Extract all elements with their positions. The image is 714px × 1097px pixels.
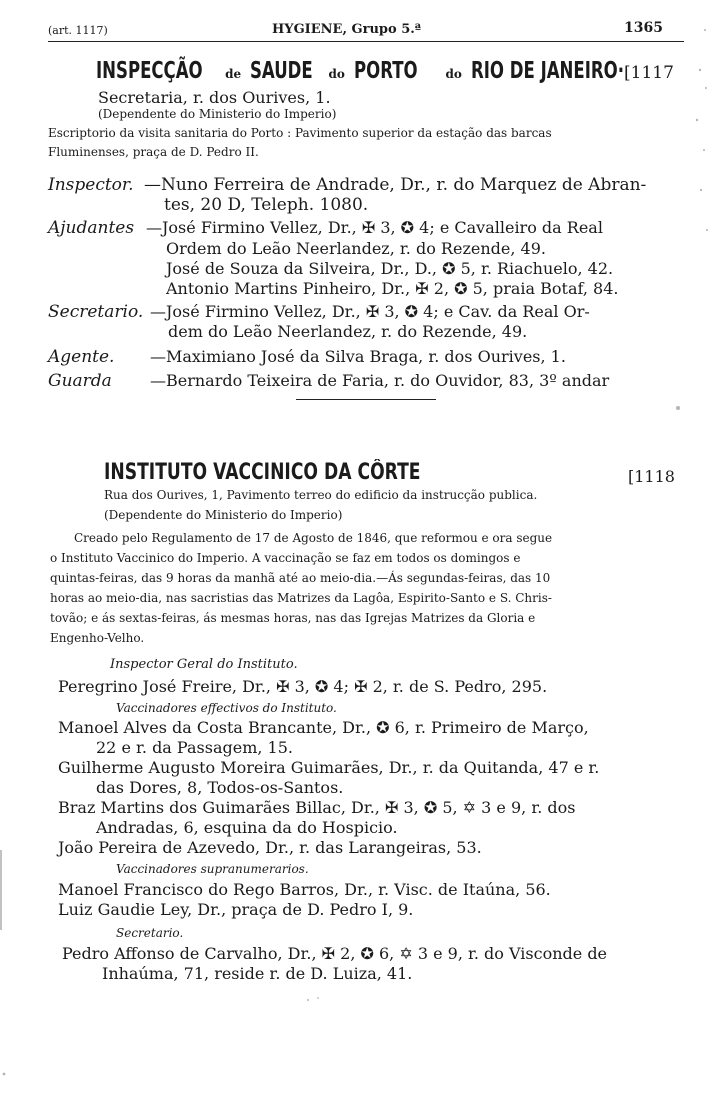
section-1117-address: Secretaria, r. dos Ourives, 1. bbox=[98, 88, 331, 107]
secretario-entry-line-1: Pedro Affonso de Carvalho, Dr., ✠ 2, ✪ 6, ✡ 3 e 9, r. do Visconde de bbox=[62, 944, 608, 963]
title-conj-do-2: do bbox=[445, 67, 462, 81]
guarda-text: —Bernardo Teixeira de Faria, r. do Ouvidor, 83, 3º andar bbox=[150, 371, 610, 390]
paragraph-line-2: o Instituto Vaccinico do Imperio. A vaccinação se faz em todos os domingos e bbox=[50, 551, 521, 565]
title-part-saude: SAUDE bbox=[250, 58, 314, 84]
page-number: 1365 bbox=[624, 20, 663, 36]
paragraph-line-5: tovão; e ás sextas-feiras, ás mesmas horas, nas das Igrejas Matrizes da Gloria e bbox=[50, 611, 536, 625]
effectivo-line-4: das Dores, 8, Todos-os-Santos. bbox=[96, 778, 344, 797]
section-1117-number: [1117 bbox=[624, 63, 674, 83]
supranumerarios-heading: Vaccinadores supranumerarios. bbox=[116, 862, 309, 876]
section-1118-title: INSTITUTO VACCINICO DA CÔRTE bbox=[104, 460, 421, 485]
ajudantes-line-3: José de Souza da Silveira, Dr., D., ✪ 5, r. Riachuelo, 42. bbox=[166, 259, 614, 278]
title-conj-do-1: do bbox=[328, 67, 345, 81]
secretario-line-2: dem do Leão Neerlandez, r. do Rezende, 49. bbox=[168, 322, 528, 341]
effectivos-heading: Vaccinadores effectivos do Instituto. bbox=[116, 701, 337, 715]
section-1117-dependency: (Dependente do Ministerio do Imperio) bbox=[98, 107, 337, 121]
secretario-line-1: —José Firmino Vellez, Dr., ✠ 3, ✪ 4; e Cav. da Real Or- bbox=[150, 302, 590, 321]
inspector-line-1: —Nuno Ferreira de Andrade, Dr., r. do Marquez de Abran- bbox=[144, 175, 647, 195]
section-1117-office-line-2: Fluminenses, praça de D. Pedro II. bbox=[48, 145, 259, 159]
paragraph-line-6: Engenho-Velho. bbox=[50, 631, 145, 645]
effectivo-line-3: Guilherme Augusto Moreira Guimarães, Dr., r. da Quitanda, 47 e r. bbox=[58, 758, 600, 777]
ajudantes-line-1: —José Firmino Vellez, Dr., ✠ 3, ✪ 4; e Cavalleiro da Real bbox=[146, 218, 603, 237]
supra-line-1: Manoel Francisco do Rego Barros, Dr., r. Visc. de Itaúna, 56. bbox=[58, 880, 551, 899]
effectivo-line-5: Braz Martins dos Guimarães Billac, Dr., ✠ 3, ✪ 5, ✡ 3 e 9, r. dos bbox=[58, 798, 576, 817]
effectivo-line-1: Manoel Alves da Costa Brancante, Dr., ✪ 6, r. Primeiro de Março, bbox=[58, 718, 589, 737]
title-part-porto: PORTO bbox=[354, 58, 418, 84]
secretario-label: Secretario. bbox=[48, 302, 144, 322]
effectivo-line-7: João Pereira de Azevedo, Dr., r. das Larangeiras, 53. bbox=[58, 838, 482, 857]
ajudantes-label: Ajudantes bbox=[48, 218, 135, 238]
running-head-article: (art. 1117) bbox=[48, 24, 108, 37]
paragraph-line-1: Creado pelo Regulamento de 17 de Agosto de 1846, que reformou e ora segue bbox=[74, 531, 553, 545]
ajudantes-line-4: Antonio Martins Pinheiro, Dr., ✠ 2, ✪ 5, praia Botaf, 84. bbox=[166, 279, 619, 298]
section-1118-number: [1118 bbox=[628, 467, 675, 486]
title-part-inspeccao: INSPECÇÃO bbox=[96, 58, 203, 84]
guarda-label: Guarda bbox=[48, 371, 112, 391]
section-1118-dependency: (Dependente do Ministerio do Imperio) bbox=[104, 508, 343, 522]
paragraph-line-3: quintas-feiras, das 9 horas da manhã até ao meio-dia.—Ás segundas-feiras, das 10 bbox=[50, 571, 551, 585]
effectivo-line-6: Andradas, 6, esquina da do Hospicio. bbox=[96, 818, 398, 837]
secretario-heading: Secretario. bbox=[116, 926, 184, 940]
section-1118-address: Rua dos Ourives, 1, Pavimento terreo do edificio da instrucção publica. bbox=[104, 488, 538, 502]
section-divider bbox=[296, 399, 436, 400]
title-part-rio: RIO DE JANEIRO· bbox=[470, 58, 624, 84]
agente-label: Agente. bbox=[48, 347, 115, 367]
header-rule bbox=[48, 41, 684, 42]
supra-line-2: Luiz Gaudie Ley, Dr., praça de D. Pedro I, 9. bbox=[58, 900, 414, 919]
ajudantes-line-2: Ordem do Leão Neerlandez, r. do Rezende, 49. bbox=[166, 239, 546, 258]
secretario-entry-line-2: Inhaúma, 71, reside r. de D. Luiza, 41. bbox=[102, 964, 413, 983]
inspector-line-2: tes, 20 D, Teleph. 1080. bbox=[164, 195, 369, 215]
agente-text: —Maximiano José da Silva Braga, r. dos Ourives, 1. bbox=[150, 347, 566, 366]
running-head-title: HYGIENE, Grupo 5.ª bbox=[272, 22, 422, 37]
inspector-label: Inspector. bbox=[48, 175, 134, 195]
inspector-geral-entry: Peregrino José Freire, Dr., ✠ 3, ✪ 4; ✠ 2, r. de S. Pedro, 295. bbox=[58, 677, 548, 696]
paragraph-line-4: horas ao meio-dia, nas sacristias das Matrizes da Lagôa, Espirito-Santo e S. Chris- bbox=[50, 591, 552, 605]
effectivo-line-2: 22 e r. da Passagem, 15. bbox=[96, 738, 293, 757]
section-1117-office-line-1: Escriptorio da visita sanitaria do Porto : Pavimento superior da estação das barcas bbox=[48, 126, 552, 140]
section-1117-title bbox=[96, 58, 683, 84]
title-conj-de: de bbox=[225, 67, 242, 81]
inspector-geral-heading: Inspector Geral do Instituto. bbox=[110, 657, 298, 672]
